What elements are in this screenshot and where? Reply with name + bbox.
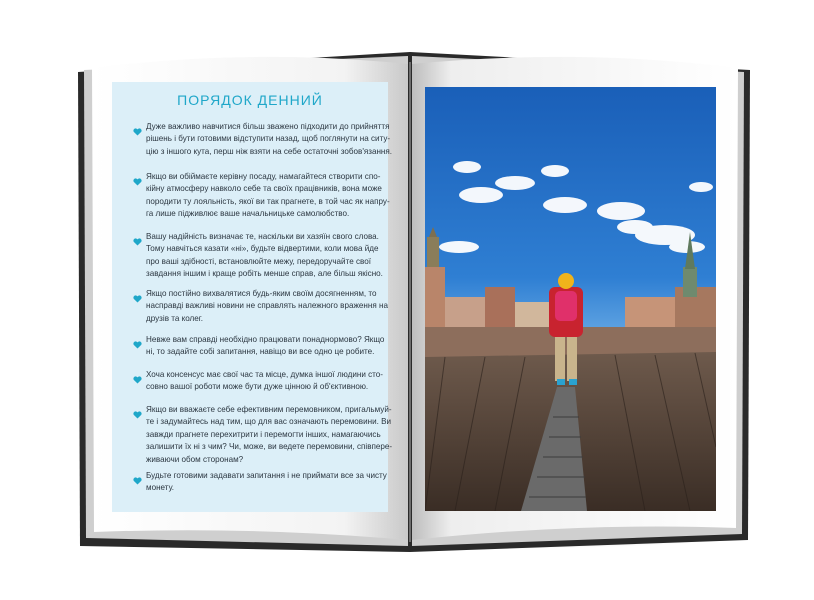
agenda-item-line: Якщо ви вважаєте себе ефективним перемовником, пригальмуй- xyxy=(146,405,392,414)
agenda-item-line: породити ту лояльність, якої ви так прагнете, в той час як напру- xyxy=(146,196,390,206)
agenda-item xyxy=(146,231,383,281)
agenda-item-line: цію з іншого кута, перш ніж взяти на себе остаточні зобов'язання. xyxy=(146,146,393,156)
agenda-item-line: Тому навчіться казати «ні», будьте відвертими, коли мова йде xyxy=(146,244,379,254)
page-title: ПОРЯДОК ДЕННИЙ xyxy=(177,92,323,108)
agenda-item-line: га лише підживлює ваше начальницьке самолюбство. xyxy=(146,209,350,219)
heart-icon xyxy=(133,406,142,414)
agenda-item-line: монету. xyxy=(146,483,175,493)
agenda-item-line: завдання іншим і краще робіть менше справ, але більш якісно. xyxy=(146,269,383,279)
agenda-item-line: кійну атмосферу навколо себе та своїх працівників, вона може xyxy=(146,184,382,194)
agenda-item-line: про ваші здібності, встановлюйте межу, передоручайте свої xyxy=(146,256,371,266)
agenda-item-line: насправді важливі новини не справлять належного враження на xyxy=(146,301,388,311)
agenda-item-line: совно вашої роботи може бути дуже цінною й об'єктивною. xyxy=(146,382,369,392)
agenda-item-line: те і задумайтесь над тим, що для вас означають перемовини. Ви xyxy=(146,417,392,427)
heart-icon xyxy=(133,123,142,131)
agenda-item-line: Хоча консенсус має свої час та місце, думка іншої людини сто- xyxy=(146,370,383,379)
agenda-item-line: Невже вам справді необхідно працювати понаднормово? Якщо xyxy=(146,335,385,344)
heart-icon xyxy=(133,336,142,344)
agenda-item xyxy=(146,369,383,394)
heart-icon xyxy=(133,371,142,379)
agenda-item-line: залишити їх ні з чим? Чи, може, ви ведете перемовини, співпере- xyxy=(146,442,393,452)
agenda-item xyxy=(146,288,388,325)
agenda-item-line: Дуже важливо навчитися більш зважено підходити до прийняття xyxy=(146,122,390,131)
agenda-item xyxy=(146,334,385,359)
agenda-item-line: Якщо постійно вихвалятися будь-яким своїм досягненням, то xyxy=(146,289,377,298)
agenda-item-line: рішень і бути готовими відступити назад, щоб поглянути на ситу- xyxy=(146,134,391,144)
agenda-item-line: живаючи обом сторонам? xyxy=(146,454,244,464)
agenda-item-line: друзів та колег. xyxy=(146,313,203,323)
heart-icon xyxy=(133,233,142,241)
heart-icon xyxy=(133,290,142,298)
agenda-item-line: ні, то задайте собі запитання, навіщо ви все одно це робите. xyxy=(146,347,375,357)
agenda-item xyxy=(146,470,387,495)
agenda-item-line: завжди прагнете перехитрити і перемогти інших, намагаючись xyxy=(146,429,381,439)
hiker-on-rooftop-walkway-photo xyxy=(425,87,716,511)
heart-icon xyxy=(133,173,142,181)
agenda-item-line: Будьте готовими задавати запитання і не приймати все за чисту xyxy=(146,471,387,480)
agenda-item-line: Якщо ви обіймаєте керівну посаду, намагайтеся створити спо- xyxy=(146,172,381,181)
heart-icon xyxy=(133,472,142,480)
agenda-item xyxy=(146,404,393,466)
agenda-item xyxy=(146,171,390,221)
agenda-item xyxy=(146,121,393,158)
agenda-item-line: Вашу надійність визначає те, наскільки ви хазяїн свого слова. xyxy=(146,232,379,241)
